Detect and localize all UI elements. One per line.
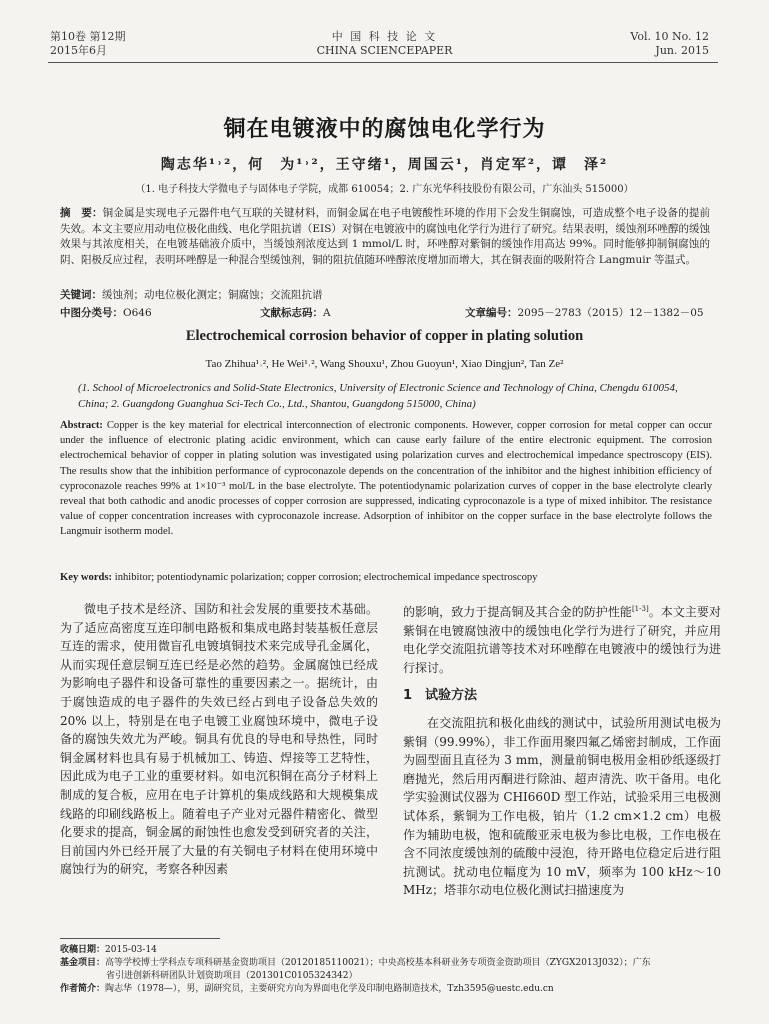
footnote-received xyxy=(60,944,720,957)
abstract-en-text: Copper is the key material for electrical interconnection of electronic components. However, copper corrosion for metal copper can occur under the influence of electronic plating acidic environment, which can cause early failure of the entire electronic equipment. The corrosion electrochemical behavior of copper in plating solution was investigated using polarization curves and electrochemical impedance spectroscopy (EIS). The results show that the inhibition performance of cyproconazole depends on the concentration of the inhibitor and the highest inhibition efficiency of cyproconazole reaches 99% at 1×10⁻³ mol/L in the base electrolyte. The potentiodynamic polarization curves of copper in the base electrolyte clearly reveal that both cathodic and anodic processes of copper corrosion are suppressed, indicating cyproconazole is a type of mixed inhibitor. The resistance value of copper concentration increases with cyproconazole increase. Adsorption of inhibitor on the copper surface in the base electrolyte follows the Langmuir isotherm model. xyxy=(60,420,712,538)
abstract-cn-label: 摘 要： xyxy=(60,207,103,219)
header-journal-name-en: CHINA SCIENCEPAPER xyxy=(316,44,453,57)
clc-number xyxy=(60,305,152,320)
affiliation-en: (1. School of Microelectronics and Solid-State Electronics, University of Electronic Science and Technology of China, Chengdu 610054, China; 2. Guangdong Guanghua Sci-Tech Co., Ltd., Shantou, Guangdong 515000, China) xyxy=(78,382,678,410)
affiliation-cn: （1. 电子科技大学微电子与固体电子学院，成都 610054；2. 广东光华科技股份有限公司，广东汕头 515000） xyxy=(135,184,634,195)
citation-ref: [1-3] xyxy=(631,605,649,613)
author-value: 陶志华（1978—），男，副研究员，主要研究方向为界面电化学及印制电路制造技术，Tzh3595@uestc.edu.cn xyxy=(105,984,554,994)
clc-value: O646 xyxy=(123,307,152,319)
keywords-cn xyxy=(60,287,710,302)
header-volume-en: Vol. 10 No. 12 xyxy=(630,30,709,43)
body-column-left xyxy=(60,600,378,879)
header-divider xyxy=(48,62,718,63)
author-label: 作者简介： xyxy=(60,984,106,994)
abstract-cn xyxy=(60,206,710,268)
doc-label: 文献标志码： xyxy=(260,307,323,319)
keywords-cn-label: 关键词： xyxy=(60,289,102,301)
body-column-right xyxy=(403,600,721,900)
article-title-cn: 铜在电镀液中的腐蚀电化学行为 xyxy=(223,117,546,142)
footnote-author xyxy=(60,983,720,996)
keywords-en-label: Key words: xyxy=(60,572,113,583)
article-label: 文章编号： xyxy=(465,307,518,319)
methods-paragraph: 在交流阻抗和极化曲线的测试中，试验所用测试电极为紫铜（99.99%），非工作面用聚四氟乙烯密封制成，工作面为圆型面且直径为 3 mm，测量前铜电极用金相砂纸逐级打磨抛光，然后用丙酮进行除油、超声清洗、吹干备用。电化学实验测试仪器为 CHI660D 型工作站，试验采用三电极测试体系，紫铜为工作电极，铂片（1.2 cm×1.2 cm）电极作为辅助电极，饱和硫酸亚汞电极为参比电极，工作电极在含不同浓度缓蚀剂的硫酸中浸泡，待开路电位稳定后进行阻抗测试。扰动电位幅度为 10 mV，频率为 100 kHz～10 MHz；塔菲尔动电位极化测试扫描速度为 xyxy=(403,715,721,898)
fund-label: 基金项目： xyxy=(60,958,106,968)
header-date-cn: 2015年6月 xyxy=(50,44,107,57)
header-date-en: Jun. 2015 xyxy=(655,44,709,57)
intro-paragraph-continued xyxy=(403,600,721,677)
authors-en: Tao Zhihua¹˒², He Wei¹˒², Wang Shouxu¹, Zhou Guoyun¹, Xiao Dingjun², Tan Ze² xyxy=(205,358,564,370)
clc-label: 中图分类号： xyxy=(60,307,123,319)
footnote-funding xyxy=(60,957,720,970)
footnote-divider xyxy=(60,938,220,939)
keywords-en xyxy=(60,572,712,583)
keywords-en-text: inhibitor; potentiodynamic polarization; copper corrosion; electrochemical impedance spectroscopy xyxy=(114,572,538,583)
keywords-cn-text: 缓蚀剂；动电位极化测定；铜腐蚀；交流阻抗谱 xyxy=(102,289,323,301)
header-journal-name-cn: 中 国 科 技 论 文 xyxy=(331,30,438,43)
header-volume-issue: 第10卷 第12期 xyxy=(50,30,126,43)
footnote-funding-continued: 省引进创新科研团队计划资助项目（201301C0105324342） xyxy=(106,971,358,981)
document-code xyxy=(260,305,331,320)
received-label: 收稿日期： xyxy=(60,945,106,955)
abstract-en xyxy=(60,418,712,540)
authors-cn: 陶志华¹˒²，何 为¹˒²，王守绪¹，周国云¹，肖定军²，谭 泽² xyxy=(160,157,609,173)
article-title-en: Electrochemical corrosion behavior of copper in plating solution xyxy=(185,328,584,344)
abstract-en-label: Abstract: xyxy=(60,420,103,431)
intro-paragraph: 微电子技术是经济、国防和社会发展的重要技术基础。为了适应高密度互连印制电路板和集成电路封装基板任意层互连的需求，使用微盲孔电镀填铜技术来完成导孔金属化，从而实现任意层铜互连已经是必然的趋势。金属腐蚀已经成为影响电子器件和设备可靠性的重要因素之一。据统计，由于腐蚀造成的电子器件的失效已经占到电子设备总失效的 20% 以上，特别是在电子电镀工业腐蚀环境中，微电子设备的腐蚀失效尤为严峻。铜具有优良的导电和导热性，同时铜金属材料也具有易于机械加工、铸造、焊接等工艺特性，因此成为电子工业的重要材料。如电沉积铜在高分子材料上制成的复合板，应用在电子计算机的集成线路和大规模集成线路的印刷线路板上。随着电子产业对元器件精密化、微型化要求的提高，铜金属的耐蚀性也愈发受到研究者的关注，目前国内外已经开展了大量的有关铜电子材料在使用环境中腐蚀行为的研究，考察各种因素 xyxy=(60,602,378,877)
intro-continued-text: 的影响，致力于提高铜及其合金的防护性能 xyxy=(403,605,632,619)
fund-line1: 高等学校博士学科点专项科研基金资助项目（20120185110021）；中央高校基本科研业务专项资金资助项目（ZYGX2013J032）；广东 xyxy=(105,958,651,968)
received-value: 2015-03-14 xyxy=(105,945,157,955)
doc-value: A xyxy=(323,307,331,319)
section-heading-methods: 1 试验方法 xyxy=(403,688,478,704)
header-volume-info-en xyxy=(630,30,709,58)
article-value: 2095－2783（2015）12－1382－05 xyxy=(517,307,704,319)
article-number xyxy=(465,305,704,320)
abstract-cn-text: 铜金属是实现电子元器件电气互联的关键材料，而铜金属在电子电镀酸性环境的作用下会发生铜腐蚀，可造成整个电子设备的提前失效。本文主要应用动电位极化曲线、电化学阻抗谱（EIS）对铜在电镀液中的腐蚀电化学行为进行了研究。结果表明，缓蚀剂环唑醇的缓蚀效果与其浓度相关，在电镀基础液介质中，当缓蚀剂浓度达到 1 mmol/L 时，环唑醇对紫铜的缓蚀作用高达 99%。同时能够抑制铜腐蚀的阴、阳极反应过程，表明环唑醇是一种混合型缓蚀剂，铜的阻抗值随环唑醇浓度增加而增大，其在铜表面的吸附符合 Langmuir 等温式。 xyxy=(60,207,711,266)
intro-continued-rest: 。本文主要对紫铜在电镀腐蚀液中的缓蚀电化学行为进行了研究，并应用电化学交流阻抗谱等技术对环唑醇在电镀液中的缓蚀行为进行探讨。 xyxy=(403,605,721,675)
